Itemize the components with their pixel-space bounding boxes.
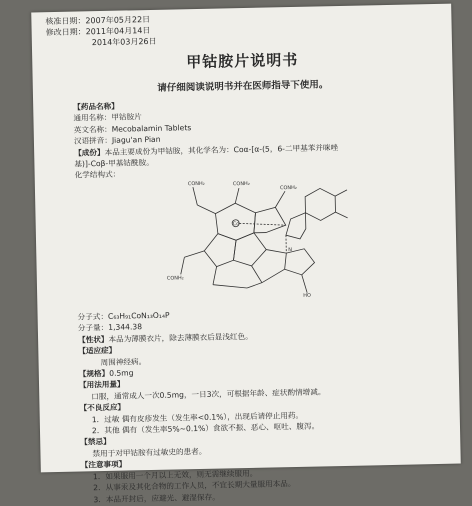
spec-header: 【规格】 (79, 369, 110, 379)
cobalt-symbol: Co (233, 221, 240, 227)
adverse-header: 【不良反应】 (79, 396, 419, 415)
caution-item-1: 1．如果服用一个月以上无效，则无需继续服用。 (81, 464, 421, 483)
package-insert-page (31, 4, 461, 473)
spec-text: 0.5mg (109, 368, 133, 378)
caution-item-2: 2．从事汞及其化合物的工作人员，不宜长期大量服用本品。 (81, 475, 421, 494)
traits-text: 本品为薄膜衣片，除去薄膜衣后显浅红色。 (108, 332, 252, 344)
indications-header: 【适应症】 (78, 339, 418, 358)
usage-header: 【用法用量】 (79, 373, 419, 392)
hydroxyl-group: HO (303, 293, 311, 299)
formula-label: 分子式： (78, 312, 109, 322)
drug-name-header: 【药品名称】 (73, 95, 403, 113)
document-subtitle: 请仔细阅读说明书并在医师指导下使用。 (33, 74, 453, 97)
contraindications-text: 禁用于对甲钴胺有过敏史的患者。 (80, 441, 420, 460)
amide-group-4: CONH₂ (167, 275, 184, 281)
sugar-phosphate-group (212, 249, 315, 295)
corrin-ring (179, 185, 287, 285)
contraindications-header: 【禁忌】 (80, 430, 420, 449)
revision-dates (45, 14, 156, 49)
revision-date-1: 2011年04月14日 (86, 26, 151, 36)
amide-group-2: CONH₂ (233, 181, 250, 187)
usage-text: 口服，通常成人一次0.5mg，一日3次，可根据年龄、症状酌情增减。 (79, 384, 419, 403)
adverse-item-2: 2．其他 偶有（发生率5%~0.1%）食欲不振、恶心、呕吐、腹泻。 (80, 418, 420, 437)
cautions-header: 【注意事项】 (81, 453, 421, 472)
weight-label: 分子量： (78, 323, 109, 333)
formula-text: C₆₃H₉₁CoN₁₃O₁₄P (108, 311, 170, 321)
composition-header: 【成份】 (74, 148, 105, 158)
approval-date: 2007年05月22日 (85, 15, 150, 25)
composition-text-2: 基)]-Coβ-甲基钴酰胺。 (74, 152, 404, 170)
benzimidazole-group (285, 188, 348, 253)
nitrogen-atom: N (288, 247, 292, 253)
pinyin-name: 汉语拼音：Jiagu'an Pian (74, 129, 404, 147)
insert-body-bottom (78, 304, 422, 505)
composition-text-1: 本品主要成份为甲钴胺，其化学名为：Coα-[α-(5，6-二甲基苯并咪唑 (104, 143, 338, 157)
amide-group-1: CONH₂ (188, 181, 205, 187)
approval-date-label: 核准日期： (45, 16, 85, 26)
english-name: 英文名称：Mecobalamin Tablets (74, 117, 404, 135)
revision-date-2: 2014年03月26日 (46, 36, 157, 49)
adverse-item-1: 1．过敏 偶有皮疹发生（发生率<0.1%），出现后请停止用药。 (80, 407, 420, 426)
structure-label: 化学结构式： (75, 163, 405, 181)
document-title: 甲钴胺片说明书 (32, 46, 452, 76)
amide-group-3: CONH₂ (280, 185, 297, 191)
cobalt-center (232, 219, 286, 227)
indications-text: 周围神经病。 (78, 350, 418, 369)
revision-date-label: 修改日期： (46, 27, 86, 37)
caution-item-3: 3．本品开封后，应避光、避湿保存。 (81, 487, 421, 506)
generic-name: 通用名称：甲钴胺片 (73, 106, 403, 124)
chemical-structure-drawing (134, 156, 367, 311)
weight-value: 1,344.38 (108, 323, 142, 333)
traits-header: 【性状】 (78, 335, 109, 345)
